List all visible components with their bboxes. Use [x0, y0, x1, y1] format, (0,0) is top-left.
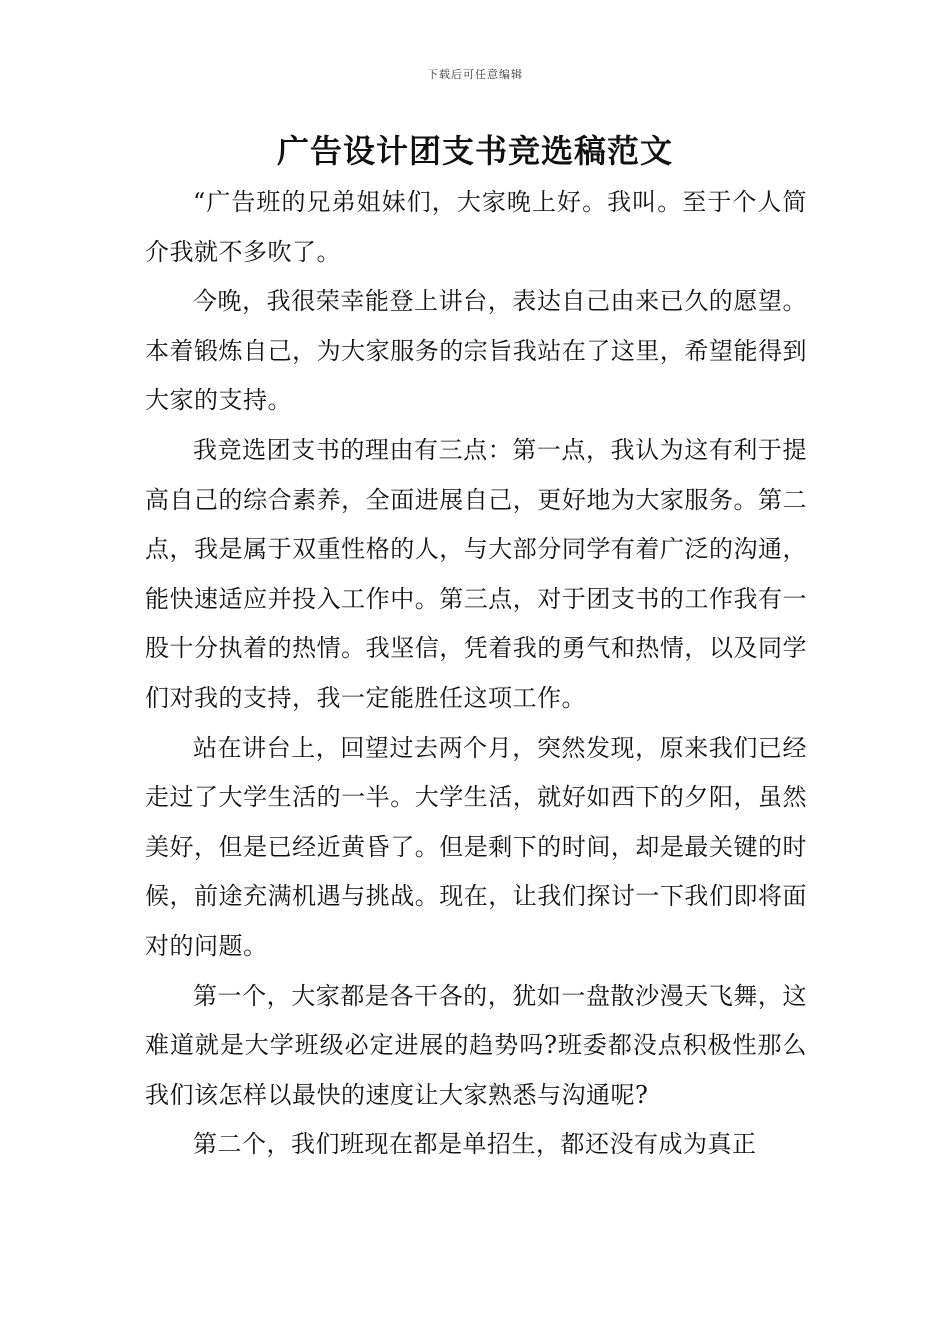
paragraph-1: “广告班的兄弟姐妹们，大家晚上好。我叫。至于个人简介我就不多吹了。: [145, 188, 807, 266]
paragraph-6: 第二个，我们班现在都是单招生，都还没有成为真正: [193, 1130, 757, 1159]
paragraph-2: 今晚，我很荣幸能登上讲台，表达自己由来已久的愿望。本着锻炼自己，为大家服务的宗旨我站在了这里，希望能得到大家的支持。: [145, 287, 807, 415]
paragraph-4: 站在讲台上，回望过去两个月，突然发现，原来我们已经走过了大学生活的一半。大学生活，就好如西下的夕阳，虽然美好，但是已经近黄昏了。但是剩下的时间，却是最关键的时候，前途充满机遇与挑战。现在，让我们探讨一下我们即将面对的问题。: [145, 733, 807, 960]
document-title: 广告设计团支书竞选稿范文: [276, 132, 673, 170]
paragraph-3: 我竞选团支书的理由有三点：第一点，我认为这有利于提高自己的综合素养，全面进展自己，更好地为大家服务。第二点，我是属于双重性格的人，与大部分同学有着广泛的沟通，能快速适应并投入工作中。第三点，对于团支书的工作我有一股十分执着的热情。我坚信，凭着我的勇气和热情，以及同学们对我的支持，我一定能胜任这项工作。: [145, 435, 807, 712]
header-note: 下载后可任意编辑: [427, 68, 523, 81]
paragraph-5: 第一个，大家都是各干各的，犹如一盘散沙漫天飞舞，这难道就是大学班级必定进展的趋势吗?班委都没点积极性那么我们该怎样以最快的速度让大家熟悉与沟通呢?: [145, 981, 807, 1109]
document-body: [145, 178, 807, 1170]
